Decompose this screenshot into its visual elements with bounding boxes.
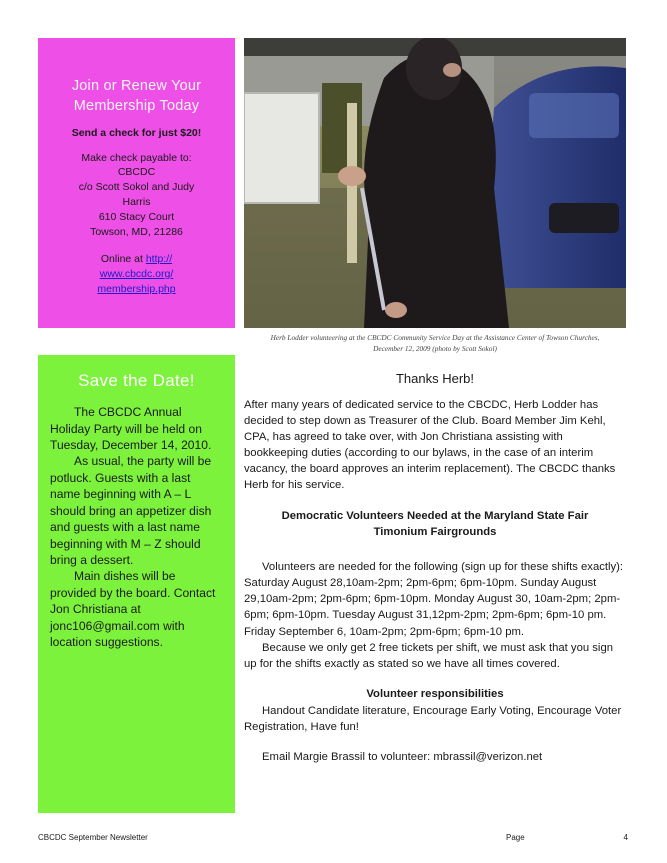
membership-title-line1: Join or Renew Your [71, 78, 202, 94]
save-the-date-box [38, 355, 235, 813]
address-line: 610 Stacy Court [98, 211, 175, 224]
footer-newsletter-name: CBCDC September Newsletter [38, 833, 148, 842]
membership-title [48, 76, 225, 117]
volunteer-shifts: Volunteers are needed for the following (sign up for these shifts exactly): Saturday August 28,10am-2pm; 2pm-6pm; 6pm-10pm. Sunday August 29,10am-2pm; 2pm-6pm; 6pm-10pm. Monday August 30, 10am-2pm; 2pm-6pm; 6pm-10pm. Tuesday August 31,12pm-2pm; 2pm-6pm; 6pm-10 pm. Friday September 6, 10am-2pm; 2pm-6pm; 6pm-10 pm. [244, 561, 624, 638]
membership-online [48, 252, 225, 297]
article-body: After many years of dedicated service to the CBCDC, Herb Lodder has decided to step down as Treasurer of the Club. Board Member Jim Kehl, CPA, has agreed to take over, with Jon Christiana assisting with bookkeeping duties (according to our bylaws, in the case of an interim vacancy, the board approves an interim replacement). The CBCDC thanks Herb for his service. [244, 398, 616, 492]
main-column [244, 370, 626, 766]
caption-line1: Herb Lodder volunteering at the CBCDC Community Service Day at the Assistance Center of Towson Churches, [270, 333, 600, 342]
save-the-date-paragraph: Main dishes will be provided by the board. Contact Jon Christiana at jonc106@gmail.com with location suggestions. [50, 569, 216, 650]
address-line: CBCDC [117, 166, 156, 179]
responsibilities-body: Handout Candidate literature, Encourage Early Voting, Encourage Voter Registration, Have fun! [244, 705, 622, 734]
membership-address [48, 151, 225, 240]
article-title: Thanks Herb! [395, 371, 475, 386]
footer-page-number: 4 [623, 833, 628, 842]
photo-illustration [244, 38, 626, 328]
save-the-date-title: Save the Date! [78, 371, 195, 390]
membership-box [38, 38, 235, 328]
membership-link-part[interactable]: http:// [145, 252, 173, 265]
membership-link-part[interactable]: membership.php [97, 282, 176, 295]
volunteers-heading-line1: Democratic Volunteers Needed at the Maryland State Fair [281, 510, 589, 523]
volunteer-tickets: Because we only get 2 free tickets per shift, we must ask that you sign up for the shifts exactly as stated so we have all times covered. [244, 641, 614, 670]
address-line: Towson, MD, 21286 [90, 226, 183, 239]
membership-title-line2: Membership Today [73, 98, 200, 115]
address-line: Harris [122, 196, 151, 209]
membership-send-line: Send a check for just $20! [71, 126, 202, 139]
online-prefix: Online at [100, 252, 146, 265]
membership-link-part[interactable]: www.cbcdc.org/ [99, 267, 174, 280]
volunteers-heading [244, 509, 626, 541]
save-the-date-paragraph: As usual, the party will be potluck. Guests with a last name beginning with A – L should bring an appetizer dish and guests with a last name beginning with M – Z should bring a dessert. [50, 454, 212, 568]
volunteer-photo [244, 38, 626, 328]
responsibilities-heading: Volunteer responsibilities [366, 688, 504, 701]
save-the-date-paragraph: The CBCDC Annual Holiday Party will be held on Tuesday, December 14, 2010. [50, 405, 212, 452]
address-line: c/o Scott Sokol and Judy [78, 181, 195, 194]
caption-line2: December 12, 2009 (photo by Scott Sokol) [373, 343, 497, 353]
volunteers-heading-line2: Timonium Fairgrounds [373, 526, 497, 539]
address-line: Make check payable to: [81, 151, 192, 164]
footer-page-label: Page [506, 833, 525, 842]
photo-caption [244, 333, 626, 355]
volunteer-email: Email Margie Brassil to volunteer: mbrassil@verizon.net [262, 751, 543, 764]
